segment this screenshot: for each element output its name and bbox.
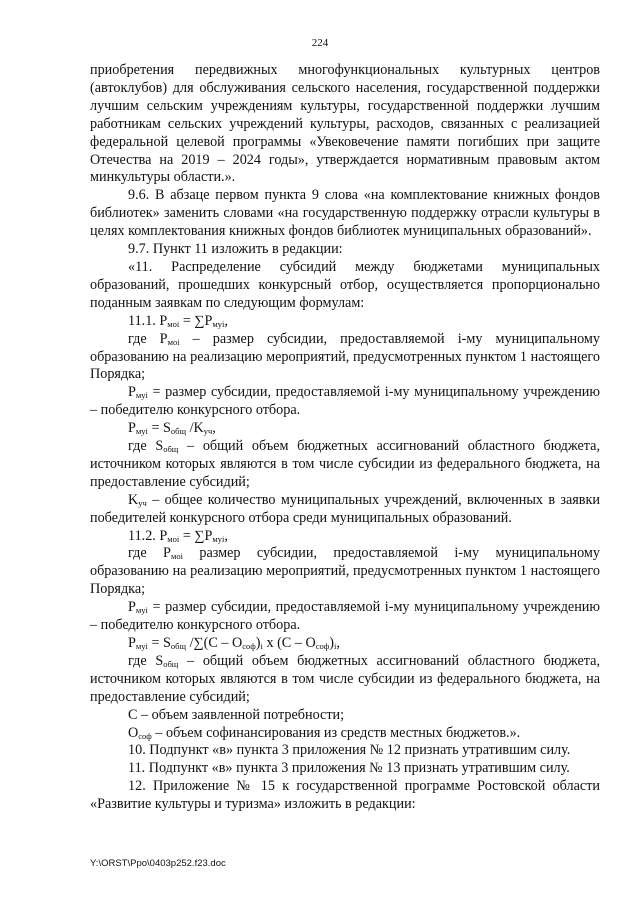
- paragraph: 9.6. В абзаце первом пункта 9 слова «на комплектование книжных фондов библиотек» заменить словами «на государственную поддержку отрасли культуры в целях комплектования книжных фондов библиотек муниципальных образований».: [90, 187, 600, 240]
- paragraph: приобретения передвижных многофункциональных культурных центров (автоклубов) для обслуживания сельского населения, государственной поддержки лучшим сельским учреждениям культуры, государственной поддержки лучшим работникам сельских учреждений культуры, расходов, связанных с реализацией федеральной целевой программы «Увековечение памяти погибших при защите Отечества на 2019 – 2024 годы», утверждается нормативным правовым актом минкультуры области.».: [90, 62, 600, 186]
- paragraph: 10. Подпункт «в» пункта 3 приложения № 12 признать утратившим силу.: [128, 742, 571, 759]
- formula: $P_{муі} = S_{общ}$ $/\sum(C - O_{соф})_і$ x $(C - O_{соф})_і$,: [128, 635, 340, 651]
- paragraph: где $S_{общ}$ – общий объем бюджетных ассигнований областного бюджета, источником которых являются в том числе субсидии из федерального бюджета, на предоставление субсидий;: [90, 652, 600, 705]
- formula: $P_{муі} = S_{общ}$ $/K_{уч}$,: [128, 420, 216, 437]
- paragraph: $P_{муі}$ = размер субсидии, предоставляемой і-му муниципальному учреждению – победителю конкурсного отбора.: [90, 599, 600, 634]
- document-body: [90, 62, 600, 814]
- paragraph: $P_{муі}$ = размер субсидии, предоставляемой і-му муниципальному учреждению – победителю конкурсного отбора.: [90, 384, 600, 419]
- page-number: 224: [311, 37, 329, 49]
- paragraph: $O_{соф}$ – объем софинансирования из средств местных бюджетов.».: [128, 724, 521, 741]
- paragraph: где $S_{общ}$ – общий объем бюджетных ассигнований областного бюджета, источником которых являются в том числе субсидии из федерального бюджета, на предоставление субсидий;: [90, 438, 600, 490]
- paragraph: «11. Распределение субсидий между бюджетами муниципальных образований, прошедших конкурсный отбор, осуществляется пропорционально поданным заявкам по следующим формулам:: [90, 258, 600, 311]
- paragraph: 11. Подпункт «в» пункта 3 приложения № 13 признать утратившим силу.: [128, 760, 570, 777]
- paragraph: 9.7. Пункт 11 изложить в редакции:: [128, 241, 343, 258]
- paragraph: $K_{уч}$ – общее количество муниципальных учреждений, включенных в заявки победителей конкурсного отбора среди муниципальных образований.: [90, 491, 600, 526]
- paragraph: C – объем заявленной потребности;: [128, 706, 345, 723]
- formula-11-1: 11.1. $P_{моі} = \sum P_{муі}$,: [128, 312, 228, 329]
- paragraph: где $P_{моі}$ – размер субсидии, предоставляемой і-му муниципальному образованию на реализацию мероприятий, предусмотренных пунктом 1 настоящего Порядка;: [90, 330, 600, 383]
- paragraph: 12. Приложение № 15 к государственной программе Ростовской области «Развитие культуры и туризма» изложить в редакции:: [90, 778, 600, 813]
- footer-file-path: Y:\ORST\Ppo\0403p252.f23.doc: [90, 858, 226, 869]
- formula-11-2: 11.2. $P_{моі} = \sum P_{муі}$,: [128, 527, 228, 544]
- paragraph: где $P_{моі}$ размер субсидии, предоставляемой і-му муниципальному образованию на реализацию мероприятий, предусмотренных пунктом 1 настоящего Порядка;: [90, 545, 600, 598]
